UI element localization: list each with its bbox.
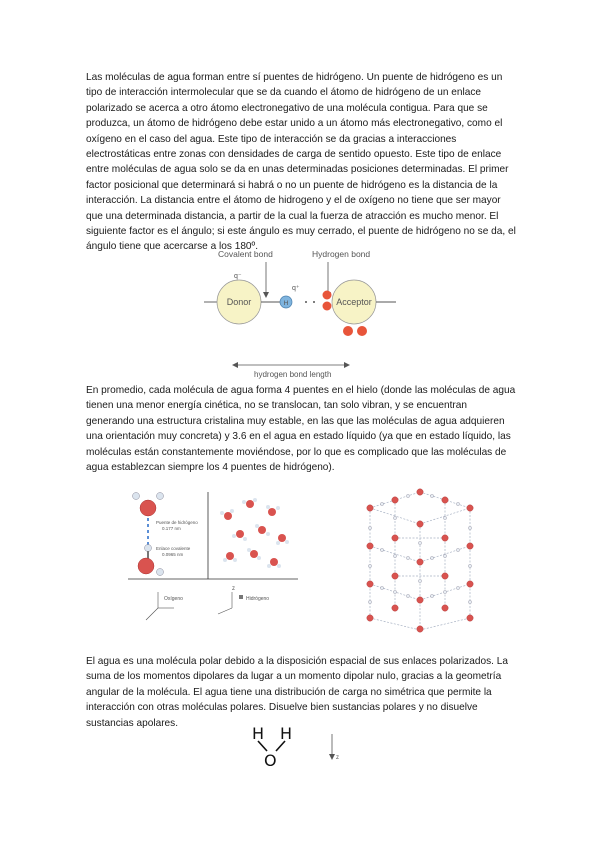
lone-pair (323, 302, 332, 311)
legend-hydrogen: Hidrógeno (246, 596, 270, 602)
lone-pair (357, 326, 367, 336)
h-atom-left: H (252, 724, 265, 743)
donor-label: Donor (226, 297, 252, 307)
covalent-bond-label: Covalent bond (218, 249, 273, 259)
hbond-length-value: 0.177 nm (162, 526, 181, 531)
o-atom: O (264, 751, 277, 770)
water-structural-formula (248, 722, 358, 772)
paragraph-hydrogen-bonds: Las moléculas de agua forman entre sí puentes de hidrógeno. Un puente de hidrógeno es un tipo de interacción intermolecular que se da cuando el átomo de hidrógeno de un enlace polarizado se acerca a otro átomo electronegativo de una molécula contigua. Para que se produzca, un átomo de hidrógeno debe estar unido a un átomo más electronegativo, como el oxígeno en el caso del agua. Este tipo de interacción se da gracias a interacciones electrostáticas entre zonas con densidades de carga de sentido opuesto. Este tipo de enlace entre moléculas de agua solo se da en unas determinadas posiciones determinadas. El primer factor posicional que determinará si habrá o no un puente de hidrógeno es la distancia de la interacción. La distancia entre el átomo de hidrogeno y el de oxígeno no tiene que ser mayor que una determinada distancia, a partir de la cual la fuerza de atracción es mucho menor. El siguiente factor es el ángulo; si este ángulo es muy cerrado, el puente de hidrógeno no se da, el ángulo tiene que acercarse a los 180º. (86, 72, 516, 253)
legend-swatch (239, 595, 243, 599)
oxygen-atoms (367, 489, 473, 632)
ice-crystal-lattice (360, 488, 480, 633)
h-atom-right: H (280, 724, 293, 743)
acceptor-label: Acceptor (336, 297, 372, 307)
bond-length-label: hydrogen bond length (254, 370, 332, 379)
water-molecules-figure (122, 484, 302, 624)
molecule-cluster (220, 498, 289, 568)
axis-z-label: z (336, 755, 339, 761)
lone-pair (323, 291, 332, 300)
delta-plus-label: q⁺ (292, 285, 300, 292)
hydrogen-bond-diagram (196, 244, 406, 379)
delta-minus-label: q⁻ (234, 273, 242, 280)
paragraph-bridges-average: En promedio, cada molécula de agua forma 4 puentes en el hielo (donde las moléculas de agua tienen una menor energía cinética, no se translocan, tan solo vibran, y se encuentran generando una estructura cristalina muy estable, en las que las moléculas de agua adquieren una orientación muy concreta) y 3.6 en el agua en estado líquido (ya que en estado líquido, las moléculas están constantemente moviéndose, por lo que es complicado que las moléculas de agua establezcan siempre los 4 puentes de hidrógeno). (86, 385, 516, 474)
hbond-length-label: Puente de hidrógeno (156, 520, 198, 525)
paragraph-polarity: El agua es una molécula polar debido a la disposición espacial de sus enlaces polarizados. La suma de los momentos dipolares da lugar a un momento dipolar nulo, gracias a la geometría angular de la molécula. El agua tiene una distribución de carga no simétrica que permite la interacción con otras moléculas polares. Disuelve bien sustancias polares y no disuelve sustancias apolares. (86, 656, 508, 729)
axis-z-label: z (232, 586, 235, 592)
covalent-length-value: 0.0965 nm (162, 552, 184, 557)
legend-oxygen: Oxígeno (164, 596, 183, 602)
hydrogen-atom-label: H (283, 300, 289, 307)
covalent-length-label: Enlace covalente (156, 546, 191, 551)
lone-pair (343, 326, 353, 336)
hydrogen-bond-label: Hydrogen bond (312, 249, 371, 259)
